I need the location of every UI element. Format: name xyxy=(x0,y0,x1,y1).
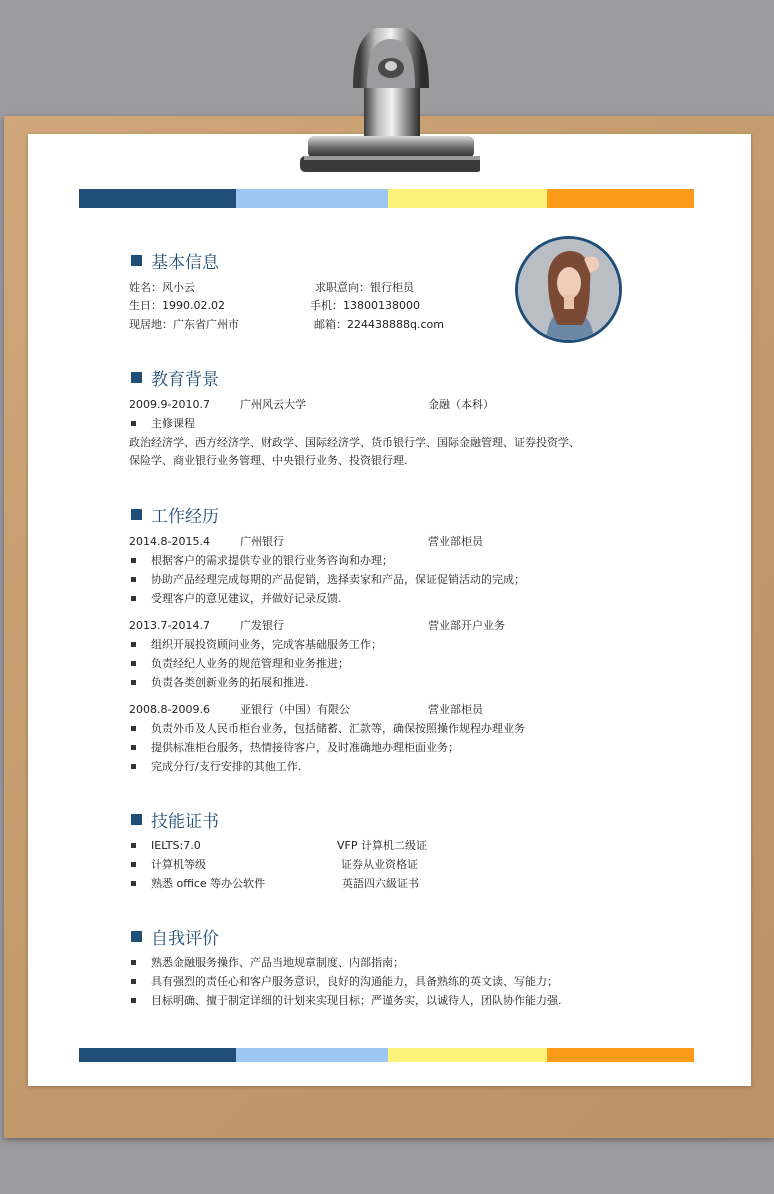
birth-field: 生日：1990.02.02 xyxy=(129,299,225,312)
list-item: 主修课程 xyxy=(131,417,195,431)
courses-line: 保险学、商业银行业务管理、中央银行业务、投资银行理. xyxy=(129,454,408,467)
list-item: 熟悉 office 等办公软件 xyxy=(131,877,265,891)
avatar xyxy=(515,236,622,343)
top-color-bar xyxy=(79,189,694,208)
section-education xyxy=(131,365,219,389)
job-period: 2008.8-2009.6 xyxy=(129,703,210,716)
list-item: 协助产品经理完成每期的产品促销，选择卖家和产品，保证促销活动的完成； xyxy=(131,573,525,587)
email-field: 邮箱：224438888q.com xyxy=(314,318,444,331)
name-field: 姓名：风小云 xyxy=(129,281,195,294)
job-position: 营业部开户业务 xyxy=(428,619,505,632)
list-item: 负责各类创新业务的拓展和推进. xyxy=(131,676,309,690)
job-position: 营业部柜员 xyxy=(428,703,483,716)
list-item: IELTS:7.0 xyxy=(131,839,201,853)
section-self-evaluation xyxy=(131,924,219,948)
section-title: 技能证书 xyxy=(151,811,219,832)
list-item: 受理客户的意见建议，并做好记录反馈. xyxy=(131,592,342,606)
edu-school: 广州风云大学 xyxy=(240,398,306,411)
job-company: 广发银行 xyxy=(240,619,284,632)
list-item: 负责外币及人民币柜台业务，包括储蓄、汇款等，确保按照操作规程办理业务 xyxy=(131,722,525,736)
section-title: 教育背景 xyxy=(151,369,219,390)
list-item: 提供标准柜台服务，热情接待客户，及时准确地办理柜面业务； xyxy=(131,741,459,755)
list-item: 完成分行/支行安排的其他工作. xyxy=(131,760,301,774)
list-item: 根据客户的需求提供专业的银行业务咨询和办理； xyxy=(131,554,393,568)
section-title: 基本信息 xyxy=(151,252,219,273)
phone-field: 手机：13800138000 xyxy=(310,299,420,312)
section-title: 自我评价 xyxy=(151,928,219,949)
binder-clip-icon xyxy=(290,28,480,178)
cert-item: 英語四六級证书 xyxy=(342,877,419,890)
section-work xyxy=(131,502,219,526)
job-company: 广州银行 xyxy=(240,535,284,548)
section-title: 工作经历 xyxy=(151,506,219,527)
location-field: 现居地：广东省广州市 xyxy=(129,318,239,331)
list-item: 组织开展投资顾问业务，完成客基础服务工作； xyxy=(131,638,382,652)
list-item: 负责经纪人业务的规范管理和业务推进； xyxy=(131,657,349,671)
edu-period: 2009.9-2010.7 xyxy=(129,398,210,411)
list-item: 目标明确、擅于制定详细的计划来实现目标；严谨务实，以诚待人，团队协作能力强. xyxy=(131,994,562,1008)
job-company: 亚银行（中国）有限公 xyxy=(240,703,350,716)
section-skills xyxy=(131,807,219,831)
job-position: 营业部柜员 xyxy=(428,535,483,548)
portrait-photo-icon xyxy=(518,239,619,340)
list-item: 计算机等级 xyxy=(131,858,206,872)
cert-item: 证券从业资格证 xyxy=(341,858,418,871)
list-item: 熟悉金融服务操作、产品当地规章制度、内部指南； xyxy=(131,956,404,970)
section-basic-info xyxy=(131,248,219,272)
edu-major: 金融（本科） xyxy=(428,398,494,411)
bottom-color-bar xyxy=(79,1048,694,1062)
list-item: 具有强烈的责任心和客户服务意识，良好的沟通能力，具备熟练的英文读、写能力； xyxy=(131,975,558,989)
objective-field: 求职意向：银行柜员 xyxy=(315,281,414,294)
courses-line: 政治经济学、西方经济学、财政学、国际经济学、货币银行学、国际金融管理、证券投资学、 xyxy=(129,436,580,449)
job-period: 2014.8-2015.4 xyxy=(129,535,210,548)
cert-item: VFP 计算机二级证 xyxy=(337,839,427,852)
job-period: 2013.7-2014.7 xyxy=(129,619,210,632)
